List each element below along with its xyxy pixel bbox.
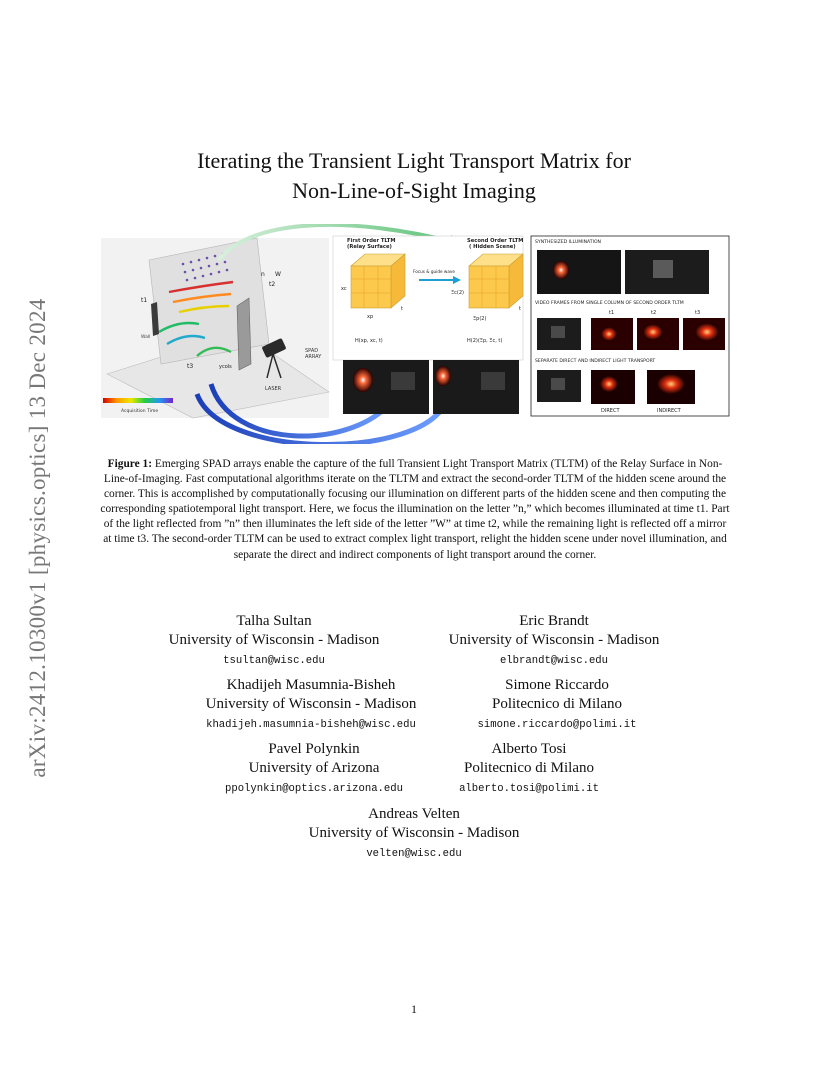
xp-label: xp [367, 314, 374, 320]
video-frame-t3-glow [695, 323, 719, 341]
zp-label: Ξp(2) [473, 316, 487, 322]
author-email[interactable]: simone.riccardo@polimi.it [477, 719, 637, 731]
author-block [171, 676, 451, 734]
author-name: Andreas Velten [368, 806, 460, 822]
author-name: Eric Brandt [519, 613, 589, 629]
results-panel [531, 236, 729, 416]
first-order-title: First Order TLTM [347, 238, 396, 244]
title-line-1: Iterating the Transient Light Transport Matrix for [197, 148, 631, 173]
author-email[interactable]: tsultan@wisc.edu [223, 655, 325, 667]
author-block [184, 740, 444, 798]
scene-photo-2-highlight [435, 366, 451, 386]
page-number: 1 [411, 1002, 417, 1016]
author-email[interactable]: velten@wisc.edu [366, 848, 462, 860]
video-frame-t1-glow [601, 327, 617, 341]
author-block [414, 740, 644, 798]
author-affiliation: University of Wisconsin - Madison [448, 632, 660, 648]
tltm-diagram [333, 236, 523, 414]
figure-caption [100, 457, 730, 563]
focus-label: Focus & guide wave [413, 269, 455, 274]
author-affiliation: University of Wisconsin - Madison [168, 632, 380, 648]
indirect-label: INDIRECT [657, 408, 681, 414]
author-affiliation: University of Wisconsin - Madison [205, 696, 417, 712]
spad-label-1: SPAD [305, 348, 319, 354]
section-video-frames: VIDEO FRAMES FROM SINGLE COLUMN OF SECOND ORDER TLTM [535, 301, 684, 306]
author-email[interactable]: ppolynkin@optics.arizona.edu [224, 783, 403, 795]
author-affiliation: Politecnico di Milano [492, 696, 622, 712]
t2-label: t2 [269, 281, 276, 288]
w-label: W [275, 271, 281, 278]
wall-label: Wall [141, 335, 151, 340]
author-affiliation: University of Wisconsin - Madison [308, 825, 520, 841]
t-axis-label-2: t [519, 306, 521, 312]
first-order-subtitle: (Relay Surface) [347, 244, 392, 250]
figure-1 [101, 224, 731, 444]
t-axis-label-1: t [401, 306, 403, 312]
frame-t2-label: t2 [651, 310, 657, 316]
arxiv-identifier: arXiv:2412.10300v1 [physics.optics] 13 Dec 2024 [25, 298, 50, 778]
direct-label: DIRECT [601, 408, 620, 414]
author-block [264, 805, 564, 863]
ycols-label: ycols [219, 364, 232, 370]
laser-label: LASER [265, 386, 282, 392]
scene-photo-1-highlight [353, 368, 373, 392]
time-colorbar [103, 398, 173, 403]
author-name: Alberto Tosi [491, 741, 567, 757]
second-order-subtitle: ( Hidden Scene) [469, 244, 516, 250]
scene-photo-2-object [481, 372, 505, 390]
xc-label: xc [341, 286, 347, 292]
h-first-label: H(xp, xc, t) [355, 338, 383, 344]
author-block [414, 612, 694, 670]
second-order-title: Second Order TLTM [467, 238, 524, 244]
author-affiliation: University of Arizona [248, 760, 380, 776]
author-email[interactable]: khadijeh.masumnia-bisheh@wisc.edu [206, 719, 416, 731]
first-order-cube [351, 254, 405, 308]
second-order-cube [469, 254, 523, 308]
author-block [437, 676, 677, 734]
occluder [237, 298, 251, 370]
separation-frame-0-object [551, 378, 565, 390]
author-block [134, 612, 414, 670]
colorbar-label: Acquisition Time [121, 409, 159, 414]
paper-title [100, 146, 728, 206]
frame-t1-label: t1 [609, 310, 615, 316]
synth-frame-2-object [653, 260, 673, 278]
synth-frame-1 [537, 250, 621, 294]
synth-frame-1-glow [553, 261, 569, 279]
t3-label: t3 [187, 363, 194, 370]
direct-frame-glow [600, 376, 618, 392]
video-frame-t2-glow [643, 324, 663, 340]
n-label: n [261, 271, 265, 278]
author-name: Khadijeh Masumnia-Bisheh [226, 677, 396, 693]
video-frame-0-object [551, 326, 565, 338]
indirect-frame-glow [657, 374, 685, 394]
author-name: Simone Riccardo [505, 677, 609, 693]
caption-text: Emerging SPAD arrays enable the capture of the full Transient Light Transport Matrix (TLTM) of the Relay Surface in Non-Line-of-Imaging. Fast computational algorithms iterate on the TLTM and extract the second-order TLTM of the hidden scene around the corner. This is accomplished by computationally focusing our illumination on different parts of the hidden scene and then computing the corresponding spatiotemporal light transport. Here, we focus the illumination on the letter ”n,” which becomes illuminated at time t1. Part of the light reflected from ”n” then illuminates the left side of the letter ”W” at time t2, while the remaining light is reflected off a mirror at time t3. The second-order TLTM can be used to extract complex light transport, relight the hidden scene under novel illumination, and separate the direct and indirect components of light transport around the corner. [100, 458, 730, 561]
title-line-2: Non-Line-of-Sight Imaging [292, 178, 536, 203]
section-direct-indirect: SEPARATE DIRECT AND INDIRECT LIGHT TRANSPORT [535, 359, 656, 364]
zc-label: Ξc(2) [451, 290, 464, 296]
caption-label: Figure 1: [107, 458, 153, 470]
scene-photo-1-object [391, 372, 415, 390]
h-second-label: H(2)(Ξp, Ξc, t) [467, 338, 503, 344]
author-name: Talha Sultan [236, 613, 312, 629]
author-name: Pavel Polynkin [268, 741, 360, 757]
frame-t3-label: t3 [695, 310, 701, 316]
relay-wall [149, 238, 269, 364]
section-synthesized: SYNTHESIZED ILLUMINATION [535, 240, 601, 245]
author-email[interactable]: elbrandt@wisc.edu [499, 655, 609, 667]
author-affiliation: Politecnico di Milano [464, 760, 594, 776]
author-email[interactable]: alberto.tosi@polimi.it [459, 783, 599, 795]
spad-label-2: ARRAY [305, 354, 322, 360]
t1-label: t1 [141, 297, 148, 304]
